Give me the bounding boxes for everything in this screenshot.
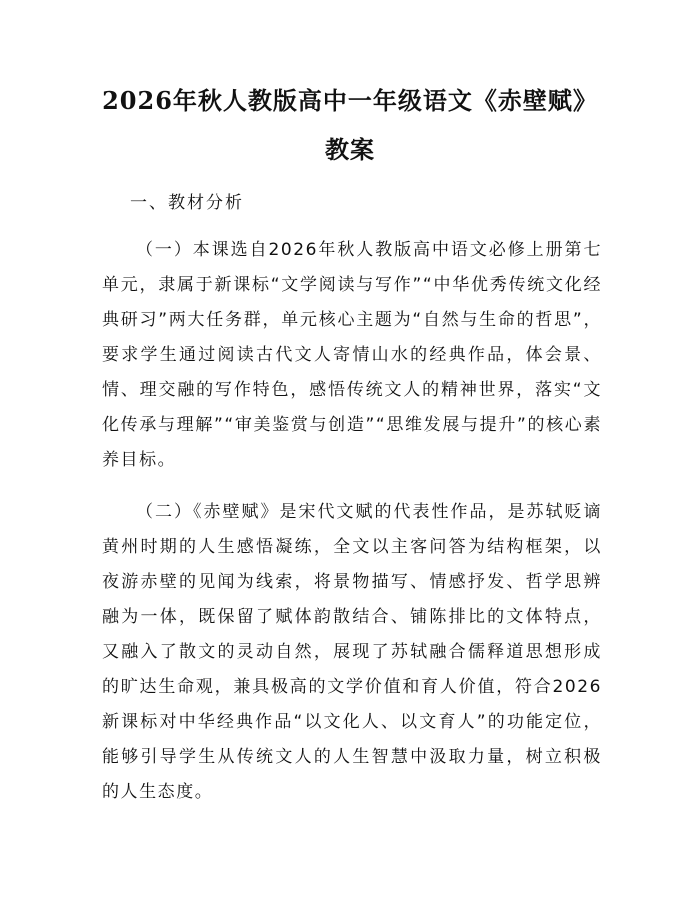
paragraph: （二）《赤壁赋》是宋代文赋的代表性作品，是苏轼贬谪黄州时期的人生感悟凝练，全文以主客问答为结构框架，以夜游赤壁的见闻为线索，将景物描写、情感抒发、哲学思辨融为一体，既保留了赋体韵散结合、铺陈排比的文体特点，又融入了散文的灵动自然，展现了苏轼融合儒释道思想形成的旷达生命观，兼具极高的文学价值和育人价值，符合2026新课标对中华经典作品“以文化人、以文育人”的功能定位，能够引导学生从传统文人的人生智慧中汲取力量，树立积极的人生态度。 — [102, 502, 602, 802]
document-title-continuation: 教案 — [325, 135, 375, 164]
section-heading: 一、教材分析 — [130, 193, 244, 213]
paragraph: （一）本课选自2026年秋人教版高中语文必修上册第七单元，隶属于新课标“文学阅读与写作”“中华优秀传统文化经典研习”两大任务群，单元核心主题为“自然与生命的哲思”，要求学生通过阅读古代文人寄情山水的经典作品，体会景、情、理交融的写作特色，感悟传统文人的精神世界，落实“文化传承与理解”“审美鉴赏与创造”“思维发展与提升”的核心素养目标。 — [102, 240, 602, 470]
document-title: 2026年秋人教版高中一年级语文《赤壁赋》 — [102, 86, 598, 115]
